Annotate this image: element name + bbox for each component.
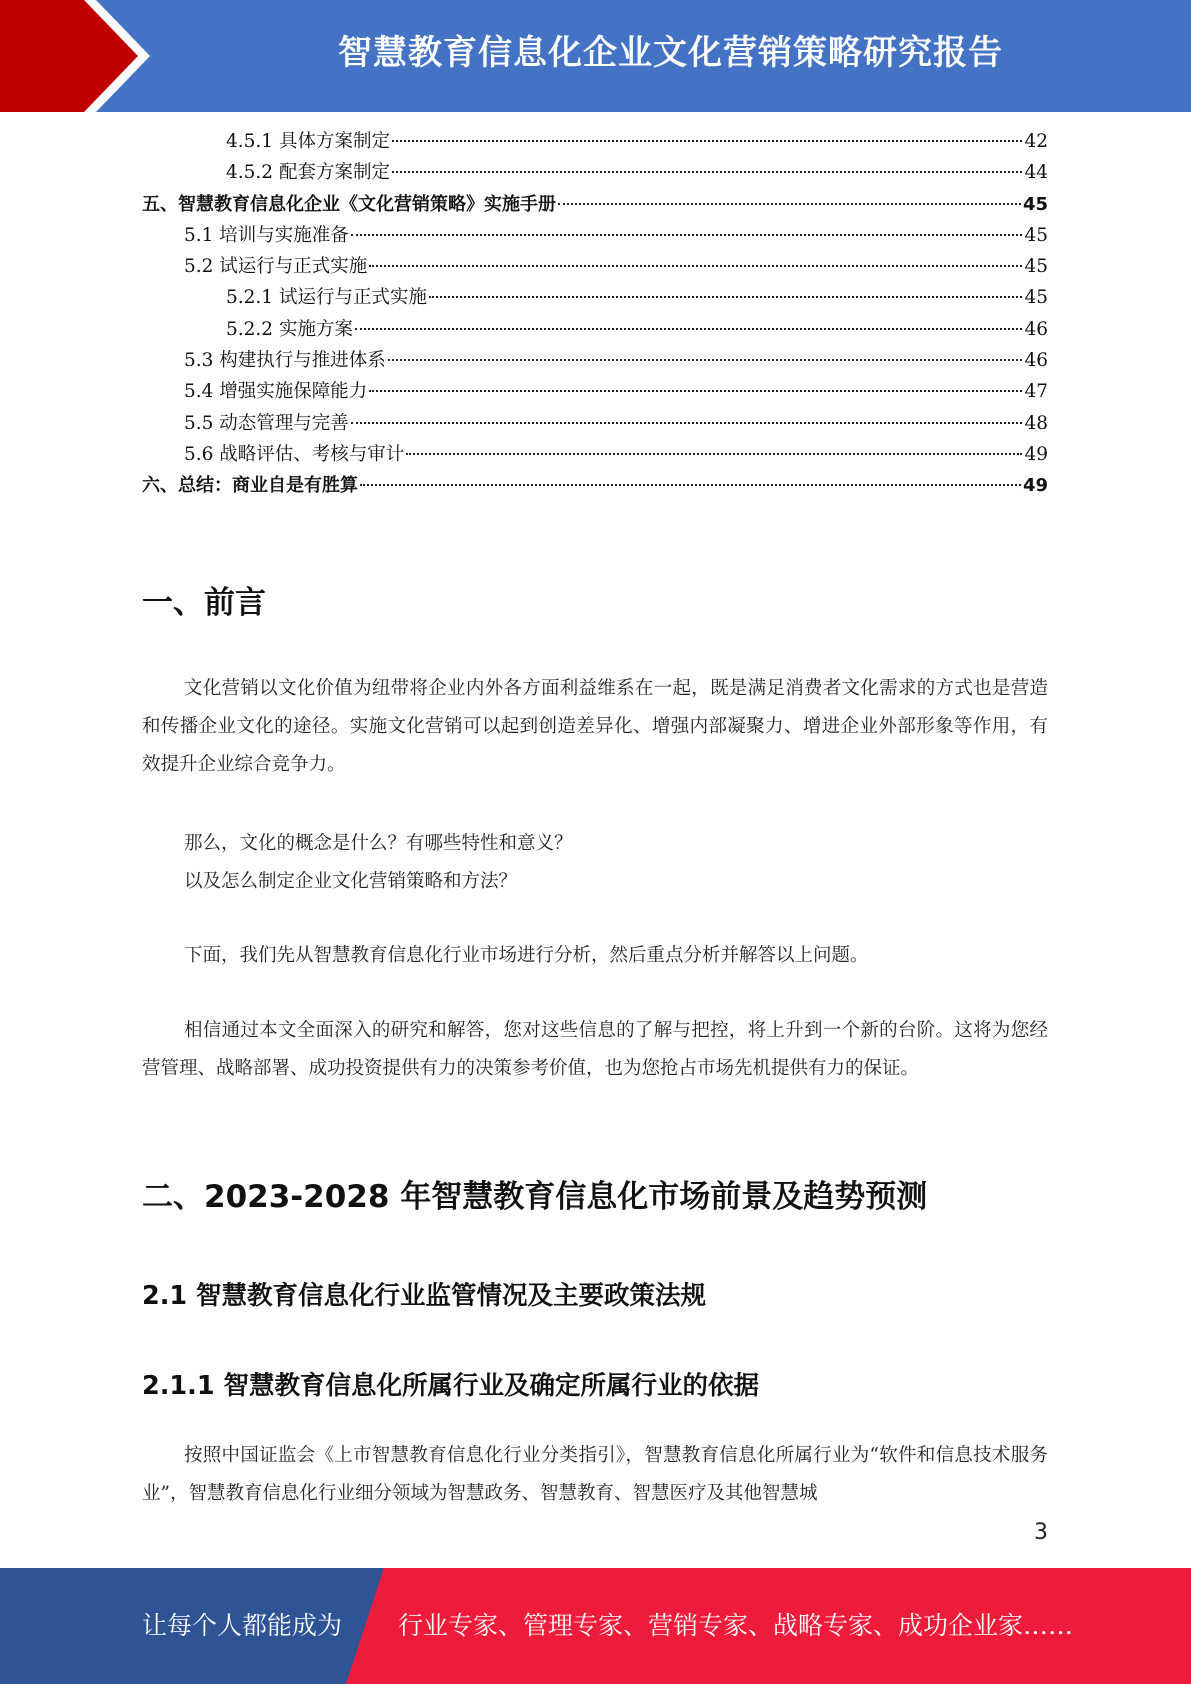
report-title: 智慧教育信息化企业文化营销策略研究报告: [338, 33, 1003, 73]
toc-entry[interactable]: [142, 221, 1048, 252]
page-header: [0, 0, 1191, 112]
footer-slogan-left: 让每个人都能成为: [142, 1611, 343, 1640]
toc-entry[interactable]: [142, 283, 1048, 314]
toc-entry-page: 49: [1024, 443, 1048, 465]
toc-entry-page: 45: [1024, 256, 1048, 278]
toc-entry[interactable]: [142, 158, 1048, 189]
toc-dot-leader: [355, 328, 1023, 330]
page-number: 3: [1034, 1520, 1048, 1545]
toc-dot-leader: [392, 171, 1022, 173]
toc-entry-page: 45: [1022, 193, 1048, 215]
toc-dot-leader: [392, 140, 1022, 142]
footer-slogan-right: 行业专家、管理专家、营销专家、战略专家、成功企业家……: [398, 1611, 1074, 1640]
toc-entry-title: 5.1 培训与实施准备: [184, 224, 349, 246]
toc-entry-title: 六、总结：商业自是有胜算: [142, 475, 358, 497]
toc-entry-title: 5.4 增强实施保障能力: [184, 381, 368, 403]
toc-entry-page: 42: [1024, 131, 1048, 152]
toc-entry[interactable]: [142, 377, 1048, 408]
toc-entry[interactable]: [142, 127, 1048, 158]
industry-paragraph: 按照中国证监会《上市智慧教育信息化行业分类指引》，智慧教育信息化所属行业为“软件和信息技术服务业”，智慧教育信息化行业细分领域为智慧政务、智慧教育、智慧医疗及其他智慧城: [142, 1445, 1048, 1504]
toc-entry-title: 五、智慧教育信息化企业《文化营销策略》实施手册: [142, 193, 556, 215]
toc-dot-leader: [351, 234, 1023, 236]
toc-dot-leader: [429, 296, 1022, 298]
toc-dot-leader: [388, 359, 1023, 361]
toc-entry-page: 47: [1024, 381, 1048, 403]
toc-entry-title: 5.2 试运行与正式实施: [184, 256, 368, 278]
toc-dot-leader: [369, 265, 1022, 267]
toc-entry-page: 44: [1024, 162, 1048, 184]
subsection-heading-2-1: 2.1 智慧教育信息化行业监管情况及主要政策法规: [142, 1281, 707, 1311]
toc-entry-page: 46: [1024, 318, 1048, 340]
toc-entry-title: 5.2.2 实施方案: [226, 318, 353, 340]
toc-entry[interactable]: [142, 252, 1048, 283]
section-heading-market-outlook: 二、2023-2028 年智慧教育信息化市场前景及趋势预测: [142, 1179, 928, 1215]
toc-entry-title: 5.5 动态管理与完善: [184, 412, 349, 434]
preface-paragraph-3: 相信通过本文全面深入的研究和解答，您对这些信息的了解与把控，将上升到一个新的台阶。这将为您经营管理、战略部署、成功投资提供有力的决策参考价值，也为您抢占市场先机提供有力的保证。: [142, 1020, 1048, 1079]
section-heading-preface: 一、前言: [142, 585, 266, 621]
toc-entry-title: 5.2.1 试运行与正式实施: [226, 287, 427, 309]
subsection-heading-2-1-1: 2.1.1 智慧教育信息化所属行业及确定所属行业的依据: [142, 1371, 759, 1401]
toc-entry-page: 45: [1024, 224, 1048, 246]
preface-question-1: 那么，文化的概念是什么？有哪些特性和意义？: [184, 833, 573, 854]
toc-dot-leader: [351, 422, 1023, 424]
toc-dot-leader: [369, 390, 1022, 392]
toc-entry[interactable]: [142, 346, 1048, 377]
preface-question-2: 以及怎么制定企业文化营销策略和方法？: [184, 871, 518, 892]
toc-dot-leader: [406, 453, 1022, 455]
preface-paragraph-1: 文化营销以文化价值为纽带将企业内外各方面利益维系在一起，既是满足消费者文化需求的方式也是营造和传播企业文化的途径。实施文化营销可以起到创造差异化、增强内部凝聚力、增进企业外部形象等作用，有效提升企业综合竞争力。: [142, 678, 1048, 775]
toc-entry[interactable]: [142, 471, 1048, 502]
toc-entry-title: 5.6 战略评估、考核与审计: [184, 443, 405, 465]
toc-entry[interactable]: [142, 190, 1048, 221]
page-footer: [0, 1568, 1191, 1684]
toc-dot-leader: [360, 484, 1021, 486]
toc-entry-page: 49: [1022, 475, 1048, 497]
toc-entry[interactable]: [142, 440, 1048, 471]
toc-dot-leader: [558, 203, 1021, 205]
toc-entry-title: 5.3 构建执行与推进体系: [184, 350, 386, 372]
preface-paragraph-2: 下面，我们先从智慧教育信息化行业市场进行分析，然后重点分析并解答以上问题。: [184, 945, 869, 966]
table-of-contents: [142, 127, 1048, 503]
toc-entry-title: 4.5.2 配套方案制定: [226, 162, 390, 184]
toc-entry[interactable]: [142, 409, 1048, 440]
toc-entry[interactable]: [142, 315, 1048, 346]
toc-entry-page: 46: [1024, 350, 1048, 372]
toc-entry-page: 48: [1024, 412, 1048, 434]
toc-entry-page: 45: [1024, 287, 1048, 309]
toc-entry-title: 4.5.1 具体方案制定: [226, 131, 390, 152]
